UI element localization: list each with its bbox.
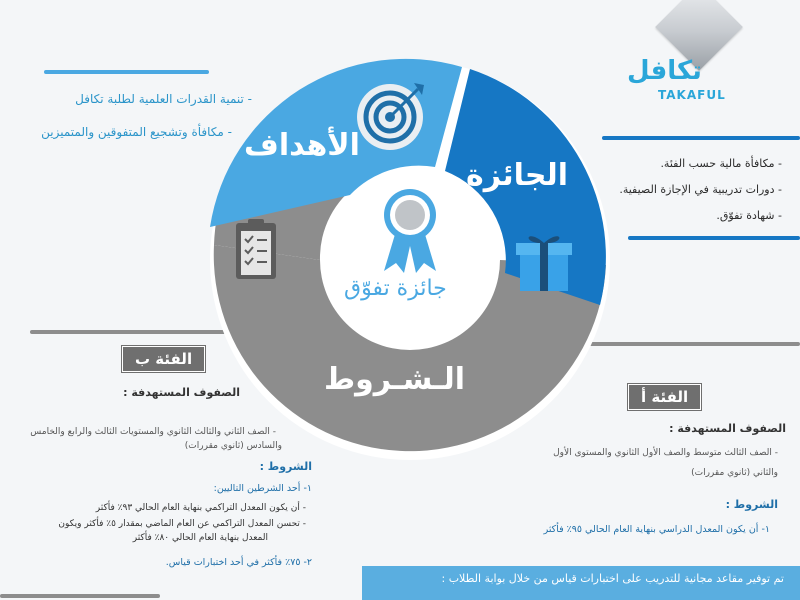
category-b-cond: - تحسن المعدل التراكمي عن العام الماضي بمقدار ٥٪ فأكثر ويكون: [58, 519, 306, 529]
category-b-target-title: الصفوف المستهدفة :: [123, 386, 240, 399]
logo-latin: TAKAFUL: [658, 88, 726, 102]
category-b-cond: المعدل بنهاية العام الحالي ٨٠٪ فأكثر: [132, 533, 268, 543]
category-b-cond: ١- أحد الشرطين التاليين:: [213, 483, 312, 494]
category-a-target-title: الصفوف المستهدفة :: [669, 422, 786, 435]
center-title: جائزة تفوّق: [344, 276, 447, 301]
category-b-target-text: - الصف الثاني والثالث الثانوي والمستويات الثالث والرابع والخامس: [30, 427, 276, 437]
category-a-target-text: - الصف الثالث متوسط والصف الأول الثانوي والمستوى الأول: [553, 448, 778, 458]
category-a-cond: ١- أن يكون المعدل الدراسي بنهاية العام الحالي ٩٥٪ فأكثر: [543, 524, 770, 535]
goals-title: الأهداف: [244, 128, 360, 163]
goals-bullet: - تنمية القدرات العلمية لطلبة تكافل: [75, 92, 252, 106]
award-bullet: - مكافأة مالية حسب الفئة.: [660, 157, 782, 170]
category-b-target-text: والسادس (ثانوي مقررات): [184, 441, 282, 451]
conditions-title: الـشـروط: [324, 362, 466, 397]
clipboard-checklist-icon: [236, 219, 276, 279]
gift-icon: [516, 236, 572, 291]
decor-line: [44, 70, 209, 74]
category-b-conditions-title: الشروط :: [259, 460, 312, 473]
award-title: الجائزة: [466, 158, 569, 193]
goals-bullet: - مكافأة وتشجيع المتفوقين والمتميزين: [41, 125, 232, 139]
decor-line: [602, 136, 800, 140]
note-box: [362, 566, 800, 600]
logo-arabic: تكافل: [627, 56, 702, 86]
award-circle-graphic: [200, 55, 620, 465]
category-a-conditions-title: الشروط :: [725, 498, 778, 511]
decor-line: [628, 236, 800, 240]
award-bullet: - شهادة تفوّق.: [716, 209, 782, 222]
decor-line: [0, 594, 160, 598]
note-text: تم توفير مقاعد مجانية للتدريب على اختبارات قياس من خلال بوابة الطلاب :: [441, 572, 784, 585]
category-b-tag: الفئة ب: [122, 346, 205, 372]
category-b-cond: - أن يكون المعدل التراكمي بنهاية العام الحالي ٩٣٪ فأكثر: [95, 503, 306, 513]
category-b-cond: ٢- ٧٥٪ فأكثر في أحد اختبارات قياس.: [165, 557, 312, 568]
category-a-tag: الفئة أ: [628, 384, 701, 410]
award-bullet: - دورات تدريبية في الإجازة الصيفية.: [619, 183, 782, 196]
category-a-target-text: والثاني (ثانوي مقررات): [691, 468, 778, 478]
